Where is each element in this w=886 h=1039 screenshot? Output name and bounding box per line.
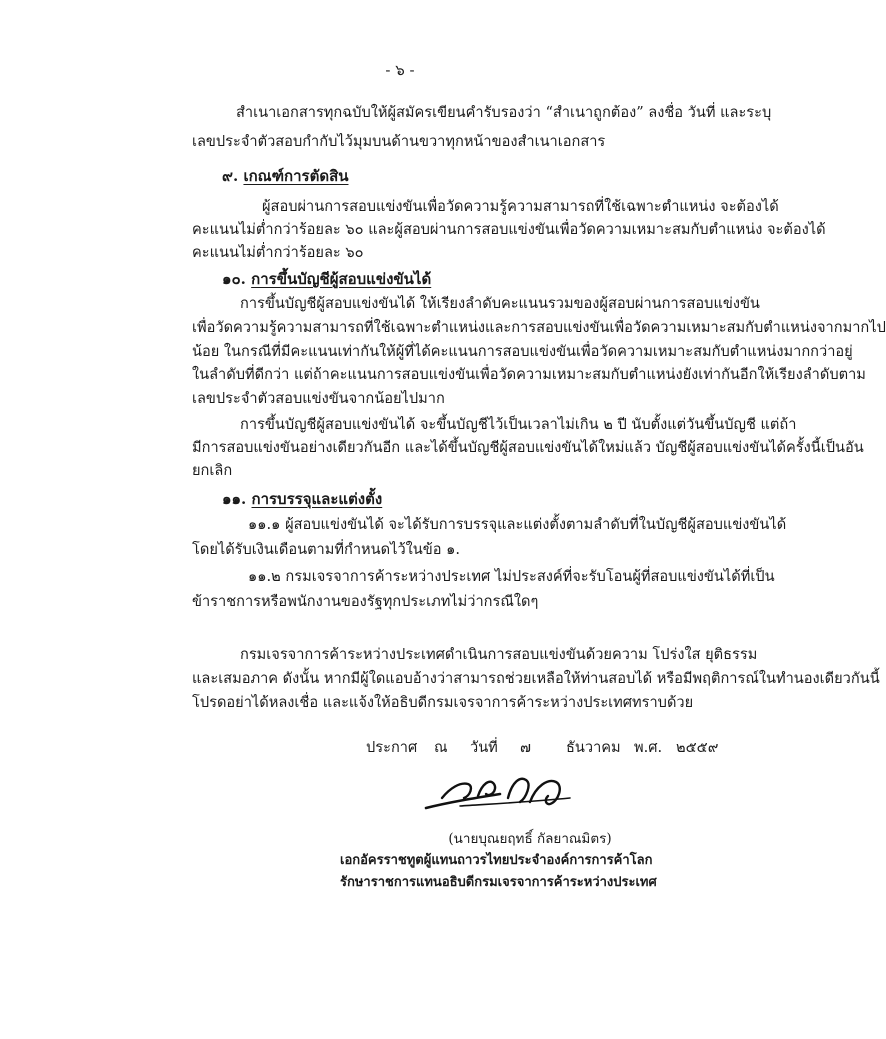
section-10-para1-line-4: ในลำดับที่ดีกว่า แต่ถ้าคะแนนการสอบแข่งขันเพื่อวัดความเหมาะสมกับตำแหน่งยังเท่ากันอีกให้เรียงลำดับตาม	[192, 366, 866, 383]
section-10-para1-line-1: การขึ้นบัญชีผู้สอบแข่งขันได้ ให้เรียงลำดับคะแนนรวมของผู้สอบผ่านการสอบแข่งขัน	[240, 295, 760, 312]
page-number: - ๖ -	[385, 61, 415, 79]
intro-line-2: เลขประจำตัวสอบกำกับไว้มุมบนด้านขวาทุกหน้าของสำเนาเอกสาร	[192, 133, 606, 150]
section-9-number: ๙.	[222, 167, 239, 185]
section-10-para1-line-2: เพื่อวัดความรู้ความสามารถที่ใช้เฉพาะตำแหน่งและการสอบแข่งขันเพื่อวัดความเหมาะสมกับตำแหน่งจากมากไป	[192, 319, 886, 336]
announce-label: ประกาศ	[366, 739, 418, 756]
announce-day: ๗	[520, 739, 531, 756]
section-11-number: ๑๑.	[222, 490, 247, 508]
signer-name: (นายบุณยฤทธิ์ กัลยาณมิตร)	[448, 831, 612, 847]
section-10-para2-line-1: การขึ้นบัญชีผู้สอบแข่งขันได้ จะขึ้นบัญชีไว้เป็นเวลาไม่เกิน ๒ ปี นับตั้งแต่วันขึ้นบัญชี แต่ถ้า	[240, 416, 797, 433]
section-11-item1-line-2: โดยได้รับเงินเดือนตามที่กำหนดไว้ในข้อ ๑.	[192, 541, 461, 558]
announce-year: ๒๕๕๙	[676, 739, 719, 756]
announce-day-label: วันที่	[470, 739, 498, 756]
handwritten-signature	[420, 768, 590, 820]
section-10-para1-line-3: น้อย ในกรณีที่มีคะแนนเท่ากันให้ผู้ที่ได้คะแนนการสอบแข่งขันเพื่อวัดความเหมาะสมกับตำแหน่งมากกว่าอยู่	[192, 343, 853, 360]
closing-line-3: โปรดอย่าได้หลงเชื่อ และแจ้งให้อธิบดีกรมเจรจาการค้าระหว่างประเทศทราบด้วย	[192, 694, 694, 711]
intro-line-1: สำเนาเอกสารทุกฉบับให้ผู้สมัครเขียนคำรับรองว่า “สำเนาถูกต้อง” ลงชื่อ วันที่ และระบุ	[236, 104, 772, 121]
section-10-para2-line-2: มีการสอบแข่งขันอย่างเดียวกันอีก และได้ขึ้นบัญชีผู้สอบแข่งขันได้ใหม่แล้ว บัญชีผู้สอบแข่งขันได้ครั้งนี้เป็นอัน	[192, 439, 864, 456]
section-9-title: เกณฑ์การตัดสิน	[243, 167, 349, 185]
section-10-para1-line-5: เลขประจำตัวสอบแข่งขันจากน้อยไปมาก	[192, 390, 445, 407]
announce-era: พ.ศ.	[634, 739, 663, 756]
section-9-line-3: คะแนนไม่ต่ำกว่าร้อยละ ๖๐	[192, 244, 364, 261]
section-10-para2-line-3: ยกเลิก	[192, 462, 233, 479]
section-11-item1-line-1: ๑๑.๑ ผู้สอบแข่งขันได้ จะได้รับการบรรจุและแต่งตั้งตามลำดับที่ในบัญชีผู้สอบแข่งขันได้	[248, 516, 787, 533]
signer-position-1: เอกอัครราชทูตผู้แทนถาวรไทยประจำองค์การการค้าโลก	[340, 853, 653, 868]
section-11-item2-line-1: ๑๑.๒ กรมเจรจาการค้าระหว่างประเทศ ไม่ประสงค์ที่จะรับโอนผู้ที่สอบแข่งขันได้ที่เป็น	[248, 568, 775, 585]
closing-line-1: กรมเจรจาการค้าระหว่างประเทศดำเนินการสอบแข่งขันด้วยความ โปร่งใส ยุติธรรม	[240, 646, 758, 663]
section-9-heading	[222, 162, 348, 191]
signer-position-2: รักษาราชการแทนอธิบดีกรมเจรจาการค้าระหว่างประเทศ	[340, 875, 657, 890]
section-11-title: การบรรจุและแต่งตั้ง	[251, 490, 383, 508]
section-10-title: การขึ้นบัญชีผู้สอบแข่งขันได้	[251, 270, 432, 288]
announce-at: ณ	[434, 739, 448, 756]
section-11-item2-line-2: ข้าราชการหรือพนักงานของรัฐทุกประเภทไม่ว่ากรณีใดๆ	[192, 593, 539, 610]
section-10-number: ๑๐.	[222, 270, 246, 288]
announce-month: ธันวาคม	[566, 739, 621, 756]
section-9-line-2: คะแนนไม่ต่ำกว่าร้อยละ ๖๐ และผู้สอบผ่านการสอบแข่งขันเพื่อวัดความเหมาะสมกับตำแหน่ง จะต้องได้	[192, 221, 826, 238]
closing-line-2: และเสมอภาค ดังนั้น หากมีผู้ใดแอบอ้างว่าสามารถช่วยเหลือให้ท่านสอบได้ หรือมีพฤติการณ์ในทำนองเดียวกันนี้	[192, 670, 880, 687]
section-9-line-1: ผู้สอบผ่านการสอบแข่งขันเพื่อวัดความรู้ความสามารถที่ใช้เฉพาะตำแหน่ง จะต้องได้	[262, 198, 779, 215]
